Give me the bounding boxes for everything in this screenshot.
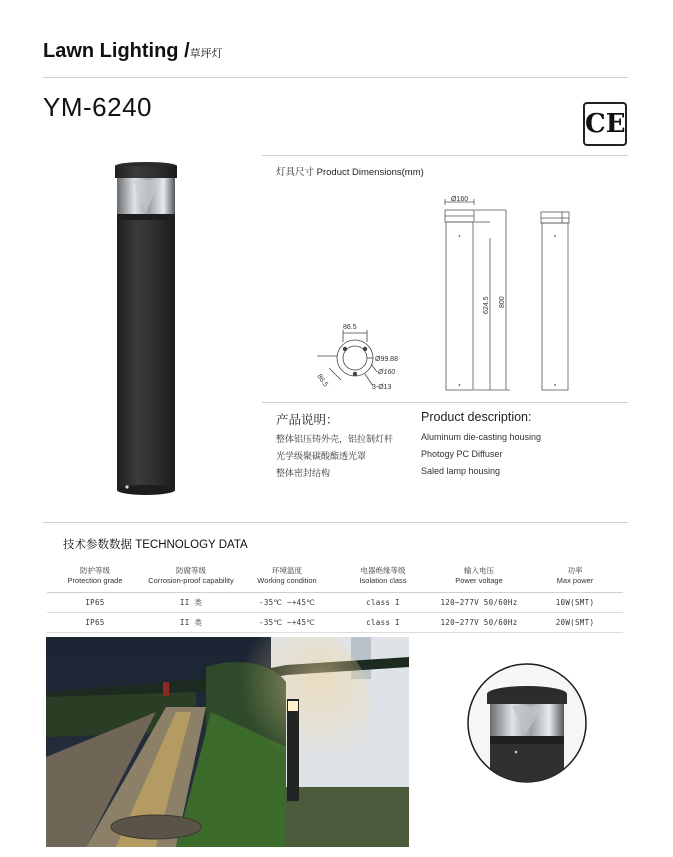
col-max-power: 功率 Max power [527,562,623,593]
table-cell: 120~277V 50/60Hz [431,613,527,633]
category-title-en: Lawn Lighting / [43,40,190,62]
installation-photo [46,637,409,847]
description-en-line-1: Aluminum die-casting housing [421,432,542,442]
col-corrosion-proof: 防腐等级 Corrosion-proof capability [143,562,239,593]
technology-title: 技术参数数据 TECHNOLOGY DATA [63,539,248,551]
dimension-divider-bottom [262,402,628,403]
table-cell: class I [335,593,431,613]
col-isolation-class: 电器绝缘等级 Isolation class [335,562,431,593]
category-title [43,40,223,63]
description-en-line-2: Photogy PC Diffuser [421,449,503,459]
table-cell: class I [335,613,431,633]
description-cn-line-3: 整体密封结构 [276,468,331,478]
description-cn-line-2: 光学级聚碳酸酯透光罩 [276,451,367,461]
dim-top-diameter: Ø160 [451,196,469,203]
table-cell: II 类 [143,593,239,613]
category-title-cn: 草坪灯 [189,48,223,60]
dimensions-title: 灯具尺寸 Product Dimensions(mm) [276,167,424,178]
dim-base-spacing: 86.5 [343,324,357,331]
description-heading-en: Product description: [421,410,532,424]
base-plan-drawing [305,318,435,398]
table-row [47,593,623,613]
tech-divider [43,522,628,523]
table-cell: 10W(SMT) [527,593,623,613]
description-heading-cn: 产品说明： [276,413,339,427]
description-cn-line-1: 整体铝压铸外壳，铝拉制灯杆 [276,434,394,444]
description-en-line-3: Saled lamp housing [421,466,501,476]
dimension-divider-top [262,155,628,156]
dim-total-height: 800 [499,296,506,308]
col-working-condition: 环境温度 Working condition [239,562,335,593]
header-divider [43,77,628,78]
table-cell: 120~277V 50/60Hz [431,593,527,613]
table-cell: IP65 [47,593,143,613]
dim-body-height: 624.5 [483,296,490,314]
table-cell: -35℃ ~+45℃ [239,613,335,633]
table-row [47,613,623,633]
dim-bolt-circle: Ø99.88 [375,356,398,363]
col-protection-grade: 防护等级 Protection grade [47,562,143,593]
dim-base-diameter: Ø160 [378,369,396,376]
table-header-row [47,562,623,593]
lamp-head-detail [466,662,588,784]
table-cell: IP65 [47,613,143,633]
ce-mark-icon: CE [583,102,627,146]
technology-table [47,562,623,633]
table-cell: 20W(SMT) [527,613,623,633]
model-number: YM-6240 [43,92,152,122]
col-power-voltage: 输入电压 Power voltage [431,562,527,593]
dim-base-spacing-diag: 86.5 [315,373,329,389]
table-cell: -35℃ ~+45℃ [239,593,335,613]
product-image [100,158,200,500]
table-cell: II 类 [143,613,239,633]
dim-holes: 3-Ø13 [372,384,392,391]
